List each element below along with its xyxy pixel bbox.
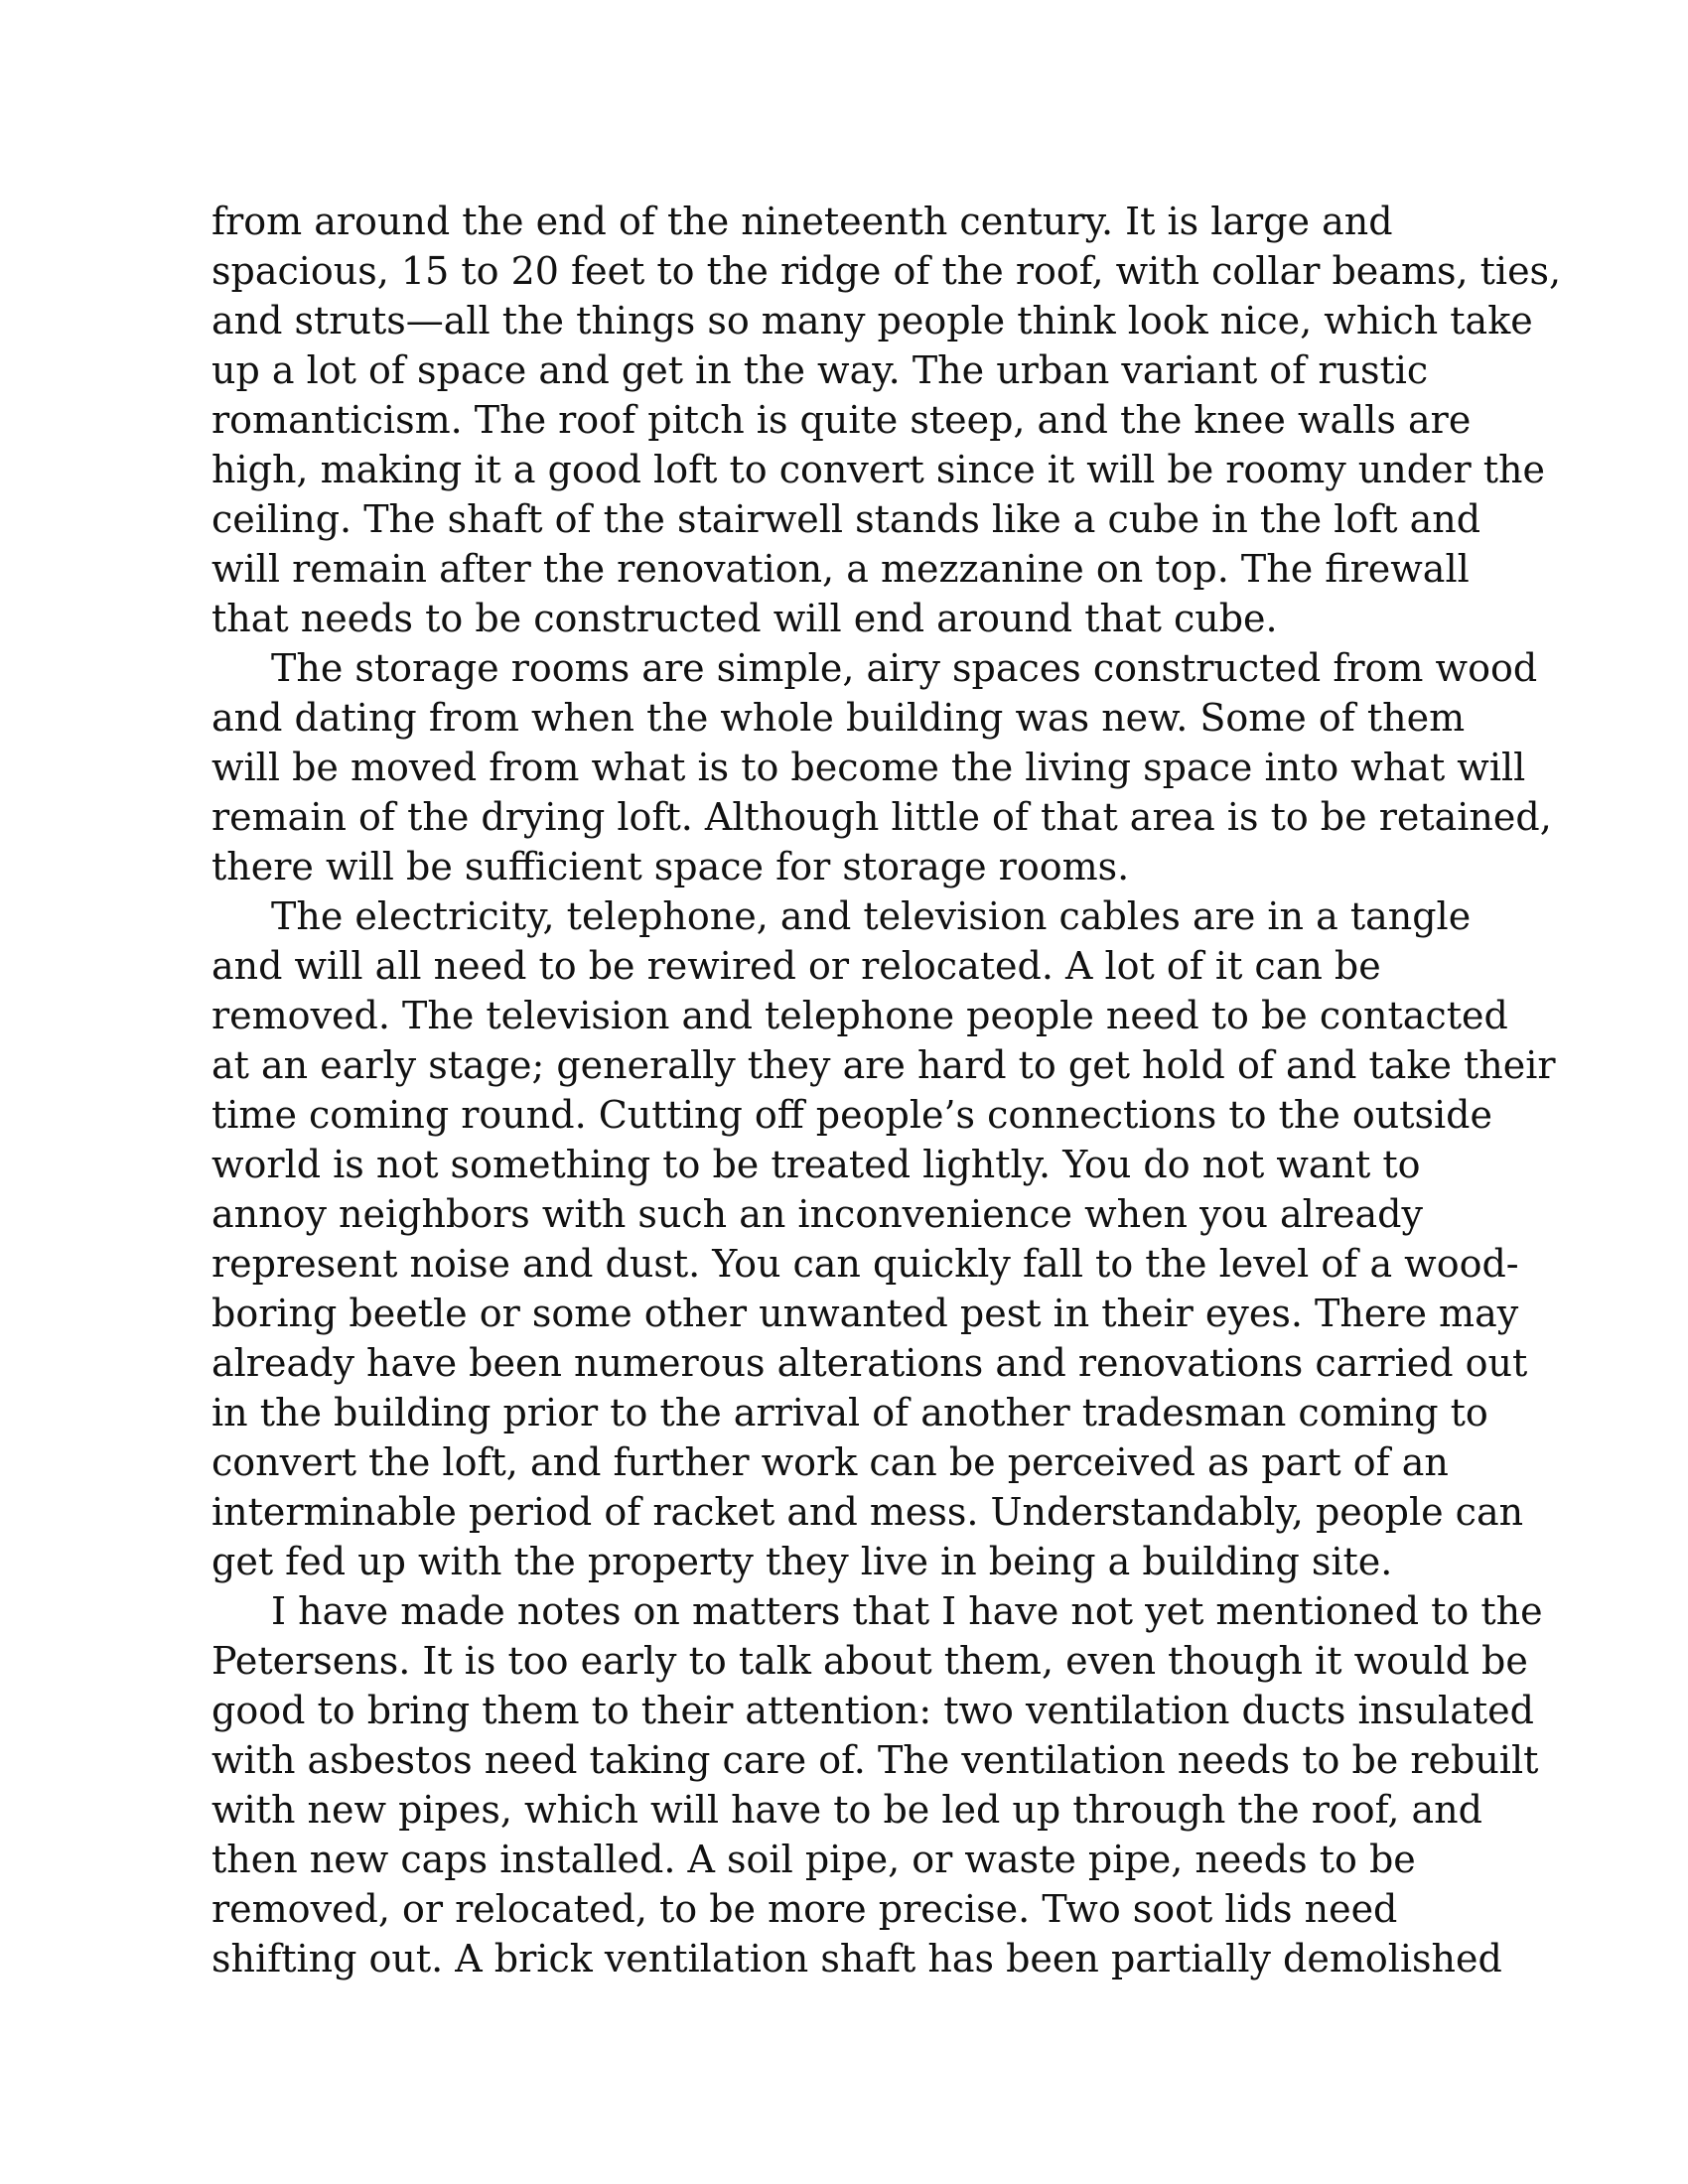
text-line: time coming round. Cutting off people’s connections to the outside <box>211 1093 1492 1137</box>
text-line: I have made notes on matters that I have not yet mentioned to the <box>271 1589 1543 1633</box>
text-line: romanticism. The roof pitch is quite steep, and the knee walls are <box>211 398 1472 442</box>
body-text <box>211 197 1562 1983</box>
text-line: remain of the drying loft. Although little of that area is to be retained, <box>211 795 1552 839</box>
text-line: represent noise and dust. You can quickly fall to the level of a wood- <box>211 1242 1519 1286</box>
text-line: convert the loft, and further work can be perceived as part of an <box>211 1440 1449 1484</box>
paragraph-3 <box>211 891 1556 1586</box>
text-line: and will all need to be rewired or relocated. A lot of it can be <box>211 944 1381 988</box>
text-line: with asbestos need taking care of. The ventilation needs to be rebuilt <box>211 1738 1539 1782</box>
text-line: boring beetle or some other unwanted pest in their eyes. There may <box>211 1292 1519 1335</box>
text-line: spacious, 15 to 20 feet to the ridge of the roof, with collar beams, ties, <box>211 249 1562 293</box>
text-line: with new pipes, which will have to be led up through the roof, and <box>211 1788 1482 1832</box>
text-line: Petersens. It is too early to talk about them, even though it would be <box>211 1639 1528 1683</box>
text-line: already have been numerous alterations and renovations carried out <box>211 1341 1528 1385</box>
text-line: world is not something to be treated lightly. You do not want to <box>211 1143 1421 1186</box>
paragraph-1 <box>211 197 1562 643</box>
text-line: ceiling. The shaft of the stairwell stands like a cube in the loft and <box>211 497 1481 541</box>
text-line: good to bring them to their attention: two ventilation ducts insulated <box>211 1689 1534 1732</box>
text-line: and dating from when the whole building was new. Some of them <box>211 696 1466 740</box>
text-line: The electricity, telephone, and television cables are in a tangle <box>271 894 1472 938</box>
text-line: removed. The television and telephone people need to be contacted <box>211 994 1508 1037</box>
text-line: up a lot of space and get in the way. The urban variant of rustic <box>211 348 1429 392</box>
text-line: shifting out. A brick ventilation shaft has been partially demolished <box>211 1937 1502 1980</box>
text-line: will be moved from what is to become the living space into what will <box>211 746 1526 789</box>
text-line: get fed up with the property they live in being a building site. <box>211 1540 1393 1583</box>
text-line: The storage rooms are simple, airy spaces constructed from wood <box>271 646 1538 690</box>
text-line: annoy neighbors with such an inconvenience when you already <box>211 1192 1423 1236</box>
text-line: interminable period of racket and mess. Understandably, people can <box>211 1490 1524 1534</box>
text-line: high, making it a good loft to convert since it will be roomy under the <box>211 448 1546 491</box>
paragraph-4 <box>211 1586 1543 1983</box>
text-line: and struts—all the things so many people think look nice, which take <box>211 299 1533 342</box>
text-line: then new caps installed. A soil pipe, or waste pipe, needs to be <box>211 1838 1416 1881</box>
paragraph-2 <box>211 643 1552 891</box>
text-line: will remain after the renovation, a mezzanine on top. The firewall <box>211 547 1470 591</box>
text-line: removed, or relocated, to be more precise. Two soot lids need <box>211 1887 1398 1931</box>
text-line: there will be sufficient space for storage rooms. <box>211 845 1130 888</box>
text-line: in the building prior to the arrival of another tradesman coming to <box>211 1391 1488 1434</box>
text-line: from around the end of the nineteenth century. It is large and <box>211 200 1393 243</box>
text-line: that needs to be constructed will end around that cube. <box>211 597 1278 640</box>
text-line: at an early stage; generally they are hard to get hold of and take their <box>211 1043 1556 1087</box>
